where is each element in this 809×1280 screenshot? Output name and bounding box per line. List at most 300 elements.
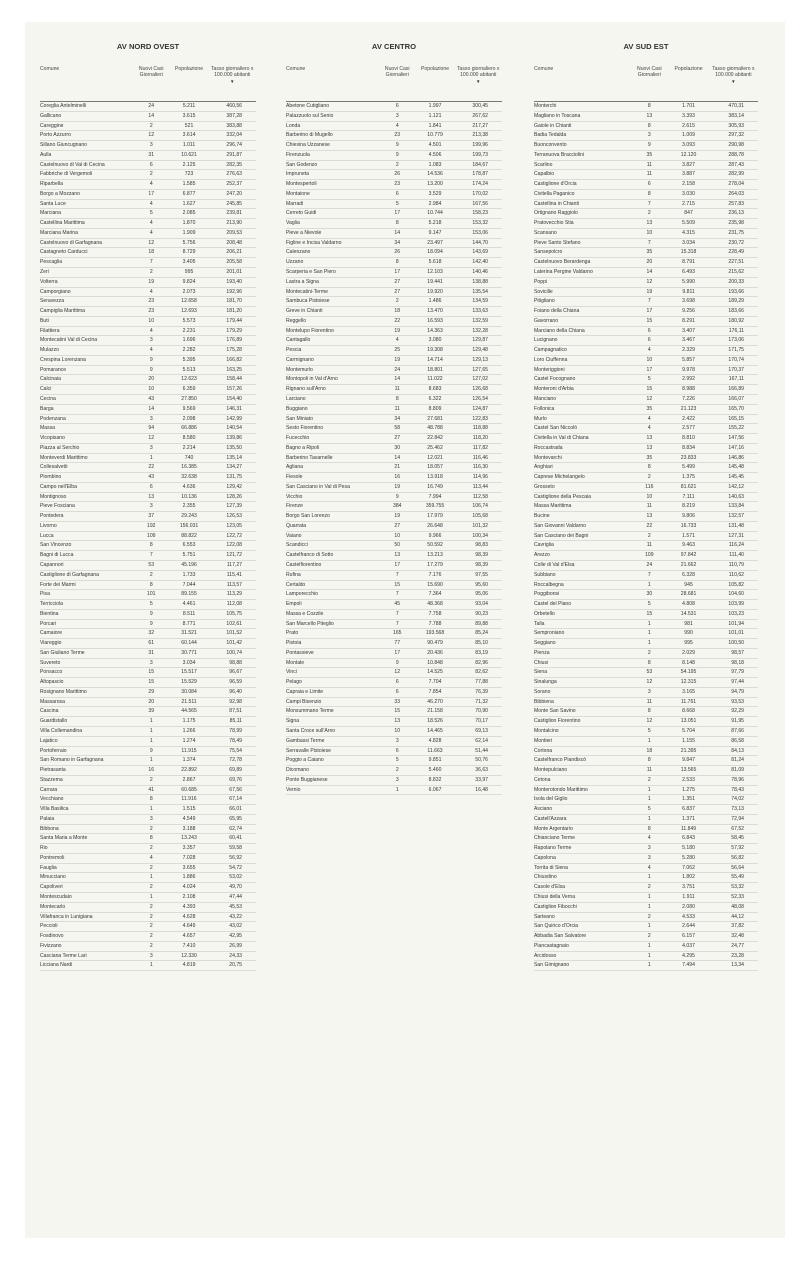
cell-nuovi-casi: 13 bbox=[630, 512, 668, 522]
cell-comune: Lajatico bbox=[40, 736, 133, 746]
cell-tasso: 83,19 bbox=[454, 648, 502, 658]
cell-comune: Porto Azzurro bbox=[40, 131, 133, 141]
cell-nuovi-casi: 6 bbox=[630, 180, 668, 190]
cell-comune: Isola del Giglio bbox=[534, 795, 630, 805]
cell-tasso: 98,57 bbox=[709, 648, 758, 658]
table-row bbox=[40, 355, 256, 365]
cell-comune: Roccastrada bbox=[534, 443, 630, 453]
cell-comune: Anghiari bbox=[534, 463, 630, 473]
cell-popolazione: 18.057 bbox=[416, 463, 455, 473]
cell-comune: Montieri bbox=[534, 736, 630, 746]
table-row bbox=[534, 570, 758, 580]
table-row bbox=[40, 463, 256, 473]
cell-nuovi-casi: 15 bbox=[133, 678, 170, 688]
cell-comune: Pisa bbox=[40, 590, 133, 600]
cell-tasso: 72,78 bbox=[208, 756, 256, 766]
table-row bbox=[40, 326, 256, 336]
cell-popolazione: 1.909 bbox=[170, 228, 209, 238]
cell-tasso: 114,96 bbox=[454, 473, 502, 483]
cell-tasso: 97,79 bbox=[709, 668, 758, 678]
cell-comune: Massa bbox=[40, 424, 133, 434]
cell-comune: Firenzuola bbox=[286, 150, 379, 160]
cell-tasso: 97,44 bbox=[709, 678, 758, 688]
cell-nuovi-casi: 2 bbox=[133, 268, 170, 278]
table-row bbox=[534, 170, 758, 180]
cell-popolazione: 46.270 bbox=[416, 697, 455, 707]
cell-popolazione: 1.997 bbox=[416, 102, 455, 112]
cell-popolazione: 26.648 bbox=[416, 521, 455, 531]
cell-popolazione: 5.211 bbox=[170, 102, 209, 112]
cell-comune: Terranuova Bracciolini bbox=[534, 150, 630, 160]
table-row bbox=[534, 463, 758, 473]
cell-popolazione: 5.180 bbox=[668, 844, 708, 854]
cell-tasso: 133,63 bbox=[454, 307, 502, 317]
cell-tasso: 179,44 bbox=[208, 316, 256, 326]
cell-tasso: 192,96 bbox=[208, 287, 256, 297]
cell-popolazione: 2.029 bbox=[668, 648, 708, 658]
cell-tasso: 167,56 bbox=[454, 199, 502, 209]
cell-nuovi-casi: 7 bbox=[630, 199, 668, 209]
cell-popolazione: 90.479 bbox=[416, 639, 455, 649]
sort-descending-icon[interactable]: ▼ bbox=[476, 79, 481, 84]
cell-comune: Lamporecchio bbox=[286, 590, 379, 600]
cell-comune: Asciano bbox=[534, 805, 630, 815]
table-row bbox=[286, 531, 502, 541]
cell-comune: Cantagallo bbox=[286, 336, 379, 346]
cell-nuovi-casi: 10 bbox=[630, 355, 668, 365]
cell-nuovi-casi: 1 bbox=[630, 922, 668, 932]
cell-comune: Calci bbox=[40, 385, 133, 395]
table-row bbox=[40, 727, 256, 737]
cell-popolazione: 14.536 bbox=[416, 170, 455, 180]
table-row bbox=[40, 219, 256, 229]
cell-popolazione: 31.521 bbox=[170, 629, 209, 639]
report-sheet bbox=[25, 22, 785, 1238]
table-row bbox=[40, 590, 256, 600]
cell-popolazione: 1.175 bbox=[170, 717, 209, 727]
cell-tasso: 16,48 bbox=[454, 785, 502, 795]
header-popolazione[interactable]: Popolazione bbox=[674, 66, 703, 72]
cell-popolazione: 740 bbox=[170, 453, 209, 463]
cell-popolazione: 18.526 bbox=[416, 717, 455, 727]
table-row bbox=[286, 687, 502, 697]
cell-popolazione: 7.062 bbox=[668, 863, 708, 873]
cell-nuovi-casi: 6 bbox=[133, 482, 170, 492]
table-row bbox=[40, 131, 256, 141]
cell-nuovi-casi: 1 bbox=[630, 629, 668, 639]
table-row bbox=[40, 531, 256, 541]
table-row bbox=[534, 521, 758, 531]
table-row bbox=[534, 512, 758, 522]
cell-tasso: 128,26 bbox=[208, 492, 256, 502]
table-row bbox=[534, 189, 758, 199]
cell-comune: Barberino di Mugello bbox=[286, 131, 379, 141]
cell-tasso: 56,64 bbox=[709, 863, 758, 873]
table-row bbox=[286, 590, 502, 600]
cell-tasso: 97,55 bbox=[454, 570, 502, 580]
cell-nuovi-casi: 1 bbox=[379, 785, 416, 795]
cell-comune: Castell'Azzara bbox=[534, 814, 630, 824]
cell-comune: Arcidosso bbox=[534, 951, 630, 961]
header-tasso[interactable] bbox=[454, 66, 502, 102]
table-row bbox=[534, 600, 758, 610]
cell-tasso: 32,48 bbox=[709, 932, 758, 942]
table-row bbox=[286, 668, 502, 678]
cell-tasso: 71,32 bbox=[454, 697, 502, 707]
cell-nuovi-casi: 37 bbox=[133, 512, 170, 522]
cell-popolazione: 50.592 bbox=[416, 541, 455, 551]
table-row bbox=[534, 355, 758, 365]
cell-comune: Palazzuolo sul Senio bbox=[286, 111, 379, 121]
header-casi[interactable]: Nuovi Casi Giornalieri bbox=[637, 66, 662, 78]
cell-nuovi-casi: 109 bbox=[133, 531, 170, 541]
cell-comune: San Godenzo bbox=[286, 160, 379, 170]
table-row bbox=[534, 277, 758, 287]
cell-tasso: 213,90 bbox=[208, 219, 256, 229]
cell-nuovi-casi: 14 bbox=[379, 228, 416, 238]
table-row bbox=[534, 121, 758, 131]
cell-popolazione: 2.085 bbox=[170, 209, 209, 219]
table-body bbox=[534, 102, 758, 971]
table-row bbox=[534, 414, 758, 424]
table-row bbox=[286, 551, 502, 561]
cell-comune: Montaione bbox=[286, 189, 379, 199]
cell-nuovi-casi: 7 bbox=[379, 609, 416, 619]
cell-tasso: 230,72 bbox=[709, 238, 758, 248]
cell-nuovi-casi: 8 bbox=[630, 707, 668, 717]
cell-popolazione: 8.148 bbox=[668, 658, 708, 668]
cell-nuovi-casi: 7 bbox=[630, 238, 668, 248]
table-row bbox=[40, 189, 256, 199]
table-row bbox=[534, 766, 758, 776]
cell-tasso: 170,74 bbox=[709, 355, 758, 365]
table-row bbox=[40, 102, 256, 112]
cell-popolazione: 15.529 bbox=[170, 678, 209, 688]
table-row bbox=[40, 687, 256, 697]
cell-popolazione: 10.779 bbox=[416, 131, 455, 141]
cell-tasso: 101,01 bbox=[709, 629, 758, 639]
cell-comune: Poggibonsi bbox=[534, 590, 630, 600]
cell-comune: Borgo San Lorenzo bbox=[286, 512, 379, 522]
cell-nuovi-casi: 17 bbox=[630, 365, 668, 375]
cell-tasso: 96,40 bbox=[208, 687, 256, 697]
table-row bbox=[534, 775, 758, 785]
cell-nuovi-casi: 14 bbox=[379, 375, 416, 385]
cell-tasso: 166,89 bbox=[709, 385, 758, 395]
table-row bbox=[40, 814, 256, 824]
cell-tasso: 131,48 bbox=[709, 521, 758, 531]
cell-tasso: 208,48 bbox=[208, 238, 256, 248]
cell-comune: Peccioli bbox=[40, 922, 133, 932]
sort-descending-icon[interactable]: ▼ bbox=[731, 79, 736, 84]
table-row bbox=[40, 580, 256, 590]
table-row bbox=[40, 902, 256, 912]
table-row bbox=[286, 297, 502, 307]
header-popolazione[interactable]: Popolazione bbox=[421, 66, 450, 72]
cell-tasso: 470,31 bbox=[709, 102, 758, 112]
cell-tasso: 287,43 bbox=[709, 160, 758, 170]
cell-nuovi-casi: 10 bbox=[630, 228, 668, 238]
table-row bbox=[286, 717, 502, 727]
cell-popolazione: 1.266 bbox=[170, 727, 209, 737]
table-body bbox=[286, 102, 502, 795]
cell-nuovi-casi: 6 bbox=[379, 102, 416, 112]
cell-comune: Rignano sull'Arno bbox=[286, 385, 379, 395]
cell-popolazione: 14.714 bbox=[416, 355, 455, 365]
cell-tasso: 56,82 bbox=[709, 853, 758, 863]
header-casi[interactable]: Nuovi Casi Giornalieri bbox=[138, 66, 164, 78]
cell-popolazione: 4.819 bbox=[170, 961, 209, 971]
cell-tasso: 126,54 bbox=[454, 394, 502, 404]
table-row bbox=[40, 473, 256, 483]
cell-nuovi-casi: 2 bbox=[630, 883, 668, 893]
cell-nuovi-casi: 6 bbox=[379, 746, 416, 756]
table-row bbox=[286, 248, 502, 258]
header-tasso[interactable] bbox=[709, 66, 758, 102]
cell-nuovi-casi: 1 bbox=[133, 961, 170, 971]
cell-comune: Carrara bbox=[40, 785, 133, 795]
cell-nuovi-casi: 4 bbox=[379, 121, 416, 131]
cell-nuovi-casi: 27 bbox=[379, 434, 416, 444]
cell-popolazione: 45.196 bbox=[170, 560, 209, 570]
cell-popolazione: 4.501 bbox=[416, 141, 455, 151]
cell-nuovi-casi: 9 bbox=[379, 141, 416, 151]
cell-nuovi-casi: 8 bbox=[379, 219, 416, 229]
cell-comune: Follonica bbox=[534, 404, 630, 414]
table-row bbox=[40, 482, 256, 492]
header-casi[interactable]: Nuovi Casi Giornalieri bbox=[384, 66, 410, 78]
cell-nuovi-casi: 2 bbox=[133, 121, 170, 131]
cell-popolazione: 5.751 bbox=[170, 551, 209, 561]
cell-popolazione: 28.681 bbox=[668, 590, 708, 600]
header-tasso[interactable] bbox=[208, 66, 256, 102]
cell-tasso: 95,06 bbox=[454, 590, 502, 600]
cell-tasso: 98,83 bbox=[454, 541, 502, 551]
cell-comune: Fivizzano bbox=[40, 941, 133, 951]
cell-nuovi-casi: 9 bbox=[379, 492, 416, 502]
cell-popolazione: 6.493 bbox=[668, 268, 708, 278]
cell-comune: Poggio a Caiano bbox=[286, 756, 379, 766]
cell-comune: Gallicano bbox=[40, 111, 133, 121]
cell-nuovi-casi: 7 bbox=[133, 551, 170, 561]
table-row bbox=[534, 746, 758, 756]
cell-comune: Poppi bbox=[534, 277, 630, 287]
cell-tasso: 176,89 bbox=[208, 336, 256, 346]
cell-comune: Larciano bbox=[286, 394, 379, 404]
cell-popolazione: 2.867 bbox=[170, 775, 209, 785]
cell-tasso: 165,70 bbox=[709, 404, 758, 414]
table-row bbox=[534, 111, 758, 121]
cell-comune: Reggello bbox=[286, 316, 379, 326]
cell-comune: Castelfiorentino bbox=[286, 560, 379, 570]
table-row bbox=[286, 697, 502, 707]
table-row bbox=[286, 580, 502, 590]
cell-popolazione: 13.200 bbox=[416, 180, 455, 190]
cell-tasso: 50,76 bbox=[454, 756, 502, 766]
cell-comune: Castelfranco di Sotto bbox=[286, 551, 379, 561]
cell-tasso: 180,92 bbox=[709, 316, 758, 326]
table-row bbox=[286, 394, 502, 404]
header-comune[interactable]: Comune bbox=[40, 66, 60, 72]
cell-popolazione: 15.318 bbox=[668, 248, 708, 258]
cell-nuovi-casi: 10 bbox=[133, 316, 170, 326]
cell-tasso: 122,72 bbox=[208, 531, 256, 541]
cell-nuovi-casi: 8 bbox=[133, 580, 170, 590]
sort-descending-icon[interactable]: ▼ bbox=[230, 79, 235, 84]
cell-popolazione: 4.295 bbox=[668, 951, 708, 961]
table-row bbox=[534, 238, 758, 248]
header-popolazione[interactable]: Popolazione bbox=[175, 66, 204, 72]
cell-popolazione: 1.371 bbox=[668, 814, 708, 824]
table-row bbox=[534, 551, 758, 561]
cell-nuovi-casi: 2 bbox=[133, 570, 170, 580]
cell-tasso: 163,25 bbox=[208, 365, 256, 375]
cell-comune: Livorno bbox=[40, 521, 133, 531]
table-row bbox=[40, 521, 256, 531]
cell-comune: Lucca bbox=[40, 531, 133, 541]
cell-tasso: 67,56 bbox=[208, 785, 256, 795]
table-row bbox=[40, 258, 256, 268]
table-row bbox=[534, 883, 758, 893]
cell-tasso: 178,87 bbox=[454, 170, 502, 180]
cell-popolazione: 15.517 bbox=[170, 668, 209, 678]
cell-comune: Montopoli in Val d'Arno bbox=[286, 375, 379, 385]
cell-tasso: 55,49 bbox=[709, 873, 758, 883]
cell-tasso: 92,29 bbox=[709, 707, 758, 717]
table-row bbox=[534, 502, 758, 512]
cell-popolazione: 1.486 bbox=[416, 297, 455, 307]
table-row bbox=[534, 443, 758, 453]
table-row bbox=[534, 863, 758, 873]
cell-comune: Bibbona bbox=[40, 824, 133, 834]
cell-comune: Campiglia Marittima bbox=[40, 307, 133, 317]
cell-nuovi-casi: 17 bbox=[379, 560, 416, 570]
cell-tasso: 102,61 bbox=[208, 619, 256, 629]
cell-nuovi-casi: 22 bbox=[379, 316, 416, 326]
cell-popolazione: 4.037 bbox=[668, 941, 708, 951]
cell-comune: Piazza al Serchio bbox=[40, 443, 133, 453]
cell-popolazione: 5.756 bbox=[170, 238, 209, 248]
table-row bbox=[40, 404, 256, 414]
table-row bbox=[286, 678, 502, 688]
cell-tasso: 122,83 bbox=[454, 414, 502, 424]
cell-nuovi-casi: 19 bbox=[133, 277, 170, 287]
cell-popolazione: 9.256 bbox=[668, 307, 708, 317]
cell-nuovi-casi: 7 bbox=[379, 590, 416, 600]
cell-popolazione: 21.395 bbox=[668, 746, 708, 756]
cell-popolazione: 8.580 bbox=[170, 434, 209, 444]
cell-comune: Gavorrano bbox=[534, 316, 630, 326]
cell-nuovi-casi: 3 bbox=[379, 111, 416, 121]
table-row bbox=[286, 199, 502, 209]
table-row bbox=[286, 268, 502, 278]
header-comune[interactable]: Comune bbox=[286, 66, 306, 72]
table-row bbox=[286, 570, 502, 580]
cell-tasso: 193,40 bbox=[208, 277, 256, 287]
table-row bbox=[286, 336, 502, 346]
cell-comune: San Giuliano Terme bbox=[40, 648, 133, 658]
cell-tasso: 239,81 bbox=[208, 209, 256, 219]
cell-nuovi-casi: 29 bbox=[133, 687, 170, 697]
cell-nuovi-casi: 2 bbox=[379, 766, 416, 776]
cell-comune: Cecina bbox=[40, 394, 133, 404]
table-row bbox=[286, 180, 502, 190]
cell-nuovi-casi: 2 bbox=[133, 941, 170, 951]
cell-tasso: 73,13 bbox=[709, 805, 758, 815]
cell-comune: Abetone Cutigliano bbox=[286, 102, 379, 112]
cell-popolazione: 13.213 bbox=[416, 551, 455, 561]
table-row bbox=[534, 560, 758, 570]
cell-nuovi-casi: 31 bbox=[133, 648, 170, 658]
cell-comune: Campagnatico bbox=[534, 346, 630, 356]
cell-nuovi-casi: 5 bbox=[630, 805, 668, 815]
cell-comune: Careggine bbox=[40, 121, 133, 131]
cell-comune: Firenze bbox=[286, 502, 379, 512]
cell-nuovi-casi: 5 bbox=[133, 600, 170, 610]
cell-popolazione: 14.525 bbox=[416, 668, 455, 678]
cell-nuovi-casi: 58 bbox=[379, 424, 416, 434]
cell-popolazione: 22.892 bbox=[170, 766, 209, 776]
cell-popolazione: 11.663 bbox=[416, 746, 455, 756]
cell-popolazione: 3.698 bbox=[668, 297, 708, 307]
cell-comune: Sansepolcro bbox=[534, 248, 630, 258]
cell-popolazione: 30.771 bbox=[170, 648, 209, 658]
cell-tasso: 146,31 bbox=[208, 404, 256, 414]
cell-nuovi-casi: 3 bbox=[630, 687, 668, 697]
cell-tasso: 78,96 bbox=[709, 775, 758, 785]
cell-comune: Casciana Terme Lari bbox=[40, 951, 133, 961]
table-row bbox=[40, 297, 256, 307]
cell-tasso: 181,70 bbox=[208, 297, 256, 307]
table-header-row bbox=[286, 66, 502, 102]
cell-comune: Pescaglia bbox=[40, 258, 133, 268]
cell-popolazione: 1.155 bbox=[668, 736, 708, 746]
table-row bbox=[534, 873, 758, 883]
cell-nuovi-casi: 13 bbox=[630, 443, 668, 453]
cell-tasso: 129,42 bbox=[208, 482, 256, 492]
table-row bbox=[534, 736, 758, 746]
table-row bbox=[534, 639, 758, 649]
cell-comune: Licciana Nardi bbox=[40, 961, 133, 971]
cell-tasso: 118,20 bbox=[454, 434, 502, 444]
cell-tasso: 131,75 bbox=[208, 473, 256, 483]
table-row bbox=[534, 268, 758, 278]
table-row bbox=[40, 658, 256, 668]
header-comune[interactable]: Comune bbox=[534, 66, 554, 72]
cell-tasso: 135,54 bbox=[454, 287, 502, 297]
cell-tasso: 257,83 bbox=[709, 199, 758, 209]
table-row bbox=[286, 307, 502, 317]
table-row bbox=[286, 346, 502, 356]
cell-tasso: 24,77 bbox=[709, 941, 758, 951]
cell-comune: Montepulciano bbox=[534, 766, 630, 776]
cell-popolazione: 5.460 bbox=[416, 766, 455, 776]
cell-popolazione: 2.984 bbox=[416, 199, 455, 209]
cell-nuovi-casi: 10 bbox=[379, 531, 416, 541]
cell-popolazione: 3.357 bbox=[170, 844, 209, 854]
table-row bbox=[534, 941, 758, 951]
cell-comune: Vernio bbox=[286, 785, 379, 795]
cell-popolazione: 1.351 bbox=[668, 795, 708, 805]
cell-nuovi-casi: 3 bbox=[630, 131, 668, 141]
cell-popolazione: 18.094 bbox=[416, 248, 455, 258]
cell-nuovi-casi: 1 bbox=[630, 873, 668, 883]
cell-popolazione: 3.529 bbox=[416, 189, 455, 199]
cell-comune: Rufina bbox=[286, 570, 379, 580]
cell-comune: San Casciano dei Bagni bbox=[534, 531, 630, 541]
cell-tasso: 69,89 bbox=[208, 766, 256, 776]
cell-nuovi-casi: 116 bbox=[630, 482, 668, 492]
